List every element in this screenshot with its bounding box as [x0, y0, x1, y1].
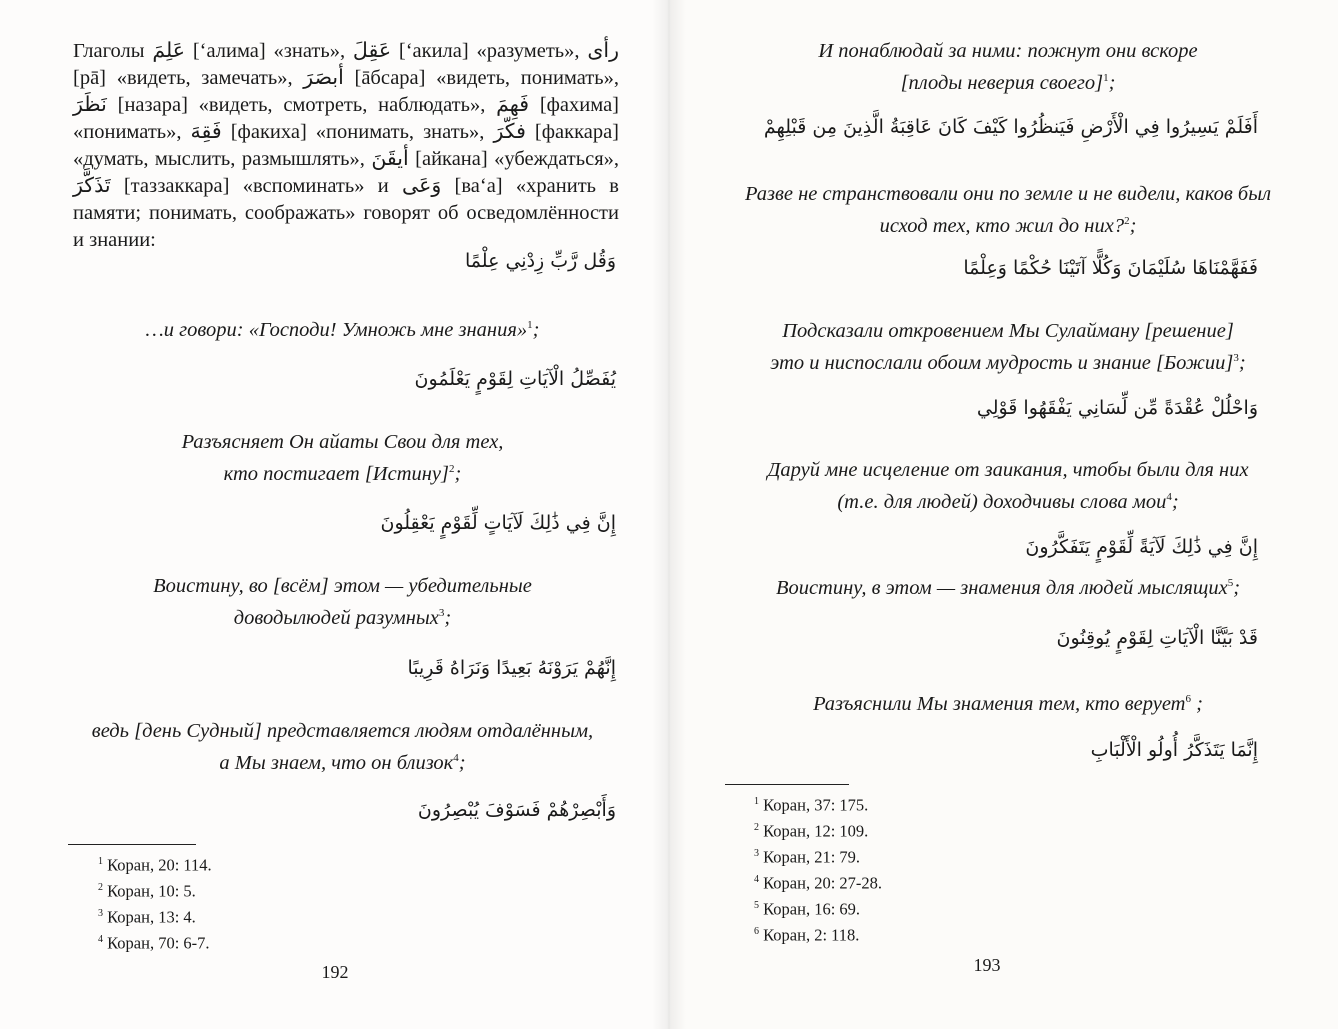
arabic-verse: قَدْ بَيَّنَّا الْآيَاتِ لِقَوْمٍ يُوقِنُونَ: [1056, 627, 1258, 649]
footnote: $^1$ Коран, 20: 114.: [98, 855, 212, 875]
footnote-ref: 4: [453, 752, 459, 764]
footnote-ref: 3: [1233, 352, 1239, 364]
intro-paragraph: Глаголы عَلِمَ [ʻалима] «знать», عَقِلَ [ʻакила] «разуметь», رأى [pā] «видеть, замечать», أبصَرَ [āбсара] «видеть, понимать», نَظَرَ [назара] «видеть, смотреть, наблюдать», فَهِمَ [фахима] «понимать», فَقِهَ [факиха] «понимать, знать», فكّرَ [факкара] «думать, мыслить, размышлять», أيقَنَ [айкана] «убеждаться», تَذَكَّرَ [таззаккара] «вспоминать» и وَعَى [ваʻа] «хранить в памяти; понимать, соображать» говорят об осведомлённости и знании:: [73, 40, 620, 251]
translation-line: ведь [день Судный] представляется людям отдалённым,: [91, 720, 594, 742]
translation-line: Подсказали откровением Мы Сулайману [решение]: [782, 320, 1234, 342]
arabic-verse: إِنَّ فِي ذَٰلِكَ لَآيَاتٍ لِّقَوْمٍ يَعْقِلُونَ: [380, 512, 616, 534]
book-gutter: [652, 0, 686, 1029]
translation-line: Воистину, во [всём] этом — убедительные: [153, 575, 532, 597]
translation-line: Воистину, в этом — знамения для людей мыслящих: [775, 576, 1228, 599]
footnote: $^5$ Коран, 16: 69.: [754, 899, 861, 919]
verse-translation: И понаблюдай за ними: пожнут они вскоре [плоды неверия своего]$^1$;: [818, 40, 1198, 94]
right-page: [668, 0, 1338, 1029]
translation-line: Разъяснили Мы знамения тем, кто верует: [813, 692, 1186, 715]
left-page: [0, 0, 668, 1029]
verse-translation: Разве не странствовали они по земле и не видели, каков был исход тех, кто жил до них?$^2$;: [744, 183, 1272, 237]
arabic-verse: فَفَهَّمْنَاهَا سُلَيْمَانَ وَكُلًّا آتَيْنَا حُكْمًا وَعِلْمًا: [963, 257, 1258, 279]
translation-line: а Мы знаем, что он близок: [219, 751, 454, 774]
arabic-verse: إِنَّهُمْ يَرَوْنَهُ بَعِيدًا وَنَرَاهُ قَرِيبًا: [407, 657, 616, 679]
footnote-ref: 5: [1227, 577, 1234, 589]
verse-translation: Разъяснили Мы знамения тем, кто верует$^6$ ;: [813, 692, 1203, 715]
translation-line: Даруй мне исцеление от заикания, чтобы были для них: [767, 459, 1249, 481]
verse-translation: Воистину, в этом — знамения для людей мыслящих$^5$;: [775, 576, 1241, 599]
footnote-rule: [68, 844, 196, 845]
footnote-ref: 1: [1103, 72, 1109, 84]
translation-line: И понаблюдай за ними: пожнут они вскоре: [818, 40, 1198, 62]
footnote: $^6$ Коран, 2: 118.: [754, 925, 860, 945]
arabic-verse: وَقُل رَّبِّ زِدْنِي عِلْمًا: [465, 250, 616, 272]
arabic-verse: وَأَبْصِرْهُمْ فَسَوْفَ يُبْصِرُونَ: [417, 799, 616, 821]
arabic-verse: وَاحْلُلْ عُقْدَةً مِّن لِّسَانِي يَفْقَهُوا قَوْلِي: [976, 397, 1258, 419]
footnote: $^2$ Коран, 10: 5.: [98, 881, 196, 901]
footnote: $^1$ Коран, 37: 175.: [754, 795, 869, 815]
verse-translation: Разъясняет Он айаты Свои для тех, кто постигает [Истину]$^2$;: [181, 431, 504, 485]
arabic-verse: يُفَصِّلُ الْآيَاتِ لِقَوْمٍ يَعْلَمُونَ: [414, 368, 616, 390]
translation-line: это и ниспослали обоим мудрость и знание [Божии]: [770, 351, 1234, 374]
footnote-ref: 2: [449, 463, 455, 475]
footnote-ref: 4: [1166, 491, 1172, 503]
translation-line: исход тех, кто жил до них?: [879, 214, 1125, 237]
verse-translation: Даруй мне исцеление от заикания, чтобы были для них (т.е. для людей) доходчивы слова мои$^4$;: [767, 459, 1249, 513]
footnote-rule: [725, 784, 849, 785]
footnote-ref: 3: [438, 607, 445, 619]
footnote: $^4$ Коран, 70: 6-7.: [98, 933, 210, 953]
translation-line: доводылюдей разумных: [233, 606, 439, 629]
translation-line: [плоды неверия своего]: [900, 71, 1104, 94]
verse-translation: …и говори: «Господи! Умножь мне знания»$^1$;: [145, 318, 540, 341]
arabic-verse: أَفَلَمْ يَسِيرُوا فِي الْأَرْضِ فَيَنظُرُوا كَيْفَ كَانَ عَاقِبَةُ الَّذِينَ مِن قَبْلِهِمْ: [763, 116, 1258, 138]
footnote: $^2$ Коран, 12: 109.: [754, 821, 869, 841]
translation-line: кто постигает [Истину]: [223, 462, 449, 485]
verse-translation: ведь [день Судный] представляется людям отдалённым, а Мы знаем, что он близок$^4$;: [91, 720, 594, 774]
footnote-ref: 6: [1185, 693, 1191, 705]
translation-line: Разъясняет Он айаты Свои для тех,: [181, 431, 504, 453]
translation-line: (т.е. для людей) доходчивы слова мои: [837, 490, 1167, 513]
arabic-verse: إِنَّمَا يَتَذَكَّرُ أُولُو الْأَلْبَابِ: [1090, 739, 1258, 761]
footnote: $^3$ Коран, 21: 79.: [754, 847, 861, 867]
footnote: $^4$ Коран, 20: 27-28.: [754, 873, 883, 893]
footnote-ref: 1: [527, 319, 533, 331]
footnote: $^3$ Коран, 13: 4.: [98, 907, 196, 927]
verse-translation: Подсказали откровением Мы Сулайману [решение] это и ниспослали обоим мудрость и знание [Божии]$^3$;: [770, 320, 1246, 374]
page-number: 193: [973, 955, 1001, 975]
page-number: 192: [321, 962, 349, 982]
verse-translation: Воистину, во [всём] этом — убедительные доводылюдей разумных$^3$;: [153, 575, 532, 629]
translation-line: Разве не странствовали они по земле и не видели, каков был: [744, 183, 1272, 205]
footnote-ref: 2: [1124, 215, 1130, 227]
arabic-verse: إِنَّ فِي ذَٰلِكَ لَآيَةً لِّقَوْمٍ يَتَفَكَّرُونَ: [1025, 536, 1258, 558]
translation-line: …и говори: «Господи! Умножь мне знания»: [145, 318, 528, 341]
